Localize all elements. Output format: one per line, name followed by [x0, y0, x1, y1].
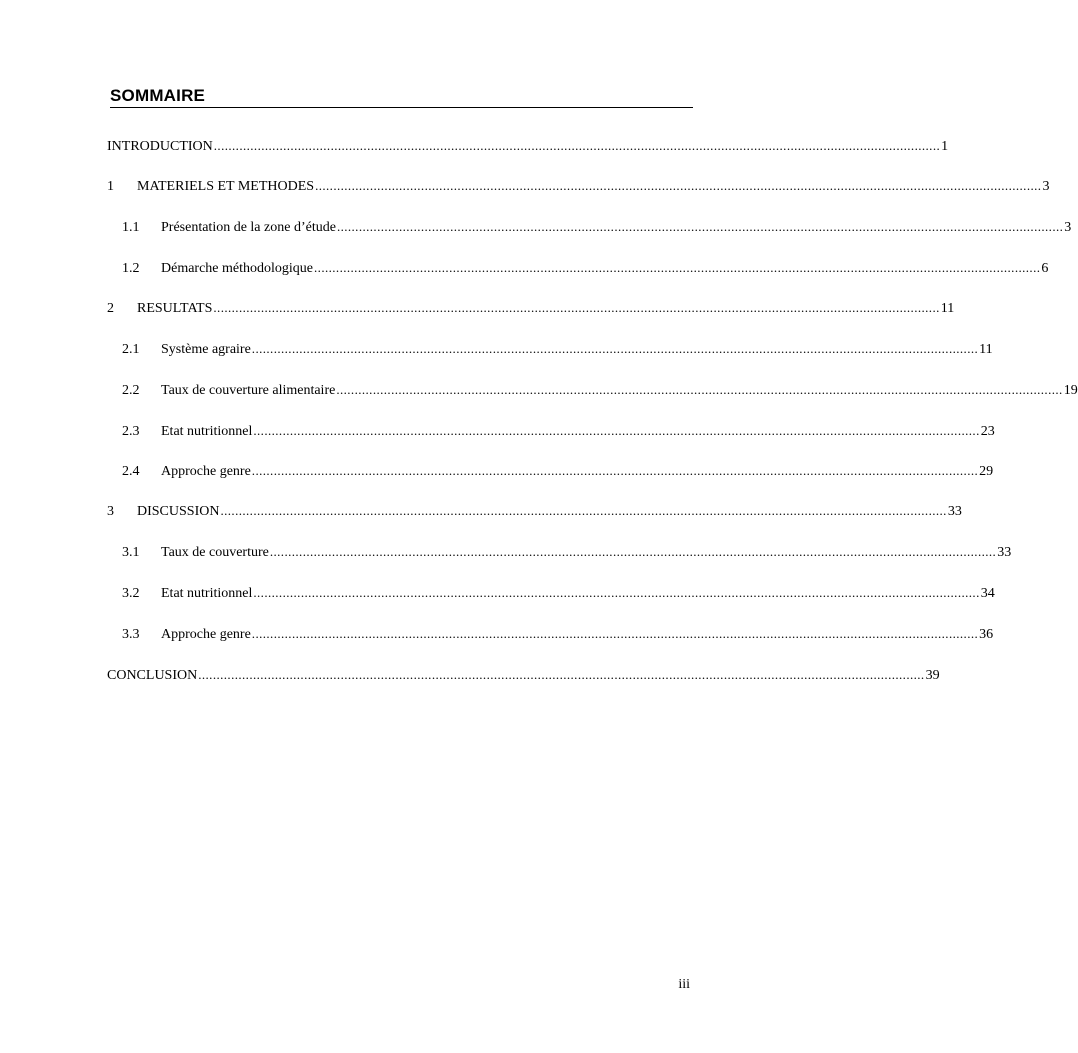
- toc-entry-page: 3: [1064, 220, 1072, 235]
- dot-leader: .......................................................................................................................................................................................................: [213, 138, 941, 153]
- toc-entry-title: Taux de couverture: [161, 545, 269, 560]
- toc-entry-title: DISCUSSION: [137, 504, 220, 519]
- toc-entry-page: 33: [997, 545, 1012, 560]
- toc-entry-page: 36: [979, 627, 994, 642]
- toc-entry-page: 33: [947, 504, 962, 519]
- toc-entry-approche-genre[interactable]: [122, 461, 994, 481]
- toc-entry-title: Etat nutritionnel: [161, 586, 253, 601]
- toc-entry-title: Système agraire: [161, 342, 251, 357]
- dot-leader: .......................................................................................................................................................................................................: [213, 300, 940, 315]
- toc-entry-materiels-et-methodes[interactable]: [107, 176, 1050, 196]
- toc-entry-conclusion[interactable]: [107, 665, 940, 685]
- toc-entry-title: Présentation de la zone d’étude: [161, 220, 336, 235]
- dot-leader: .......................................................................................................................................................................................................: [336, 382, 1063, 397]
- toc-entry-discussion[interactable]: [107, 501, 962, 521]
- toc-entry-number: 3.1: [122, 545, 140, 560]
- toc-entry-title: MATERIELS ET METHODES: [137, 179, 315, 194]
- toc-entry-number: 3: [107, 504, 114, 519]
- dot-leader: .......................................................................................................................................................................................................: [269, 544, 997, 559]
- toc-entry-page: 1: [941, 139, 949, 154]
- toc-entry-page: 29: [979, 464, 994, 479]
- dot-leader: .......................................................................................................................................................................................................: [336, 219, 1064, 234]
- toc-entry-etat-nutritionnel[interactable]: [122, 421, 995, 441]
- page-number: iii: [678, 977, 690, 992]
- toc-entry-systeme-agraire[interactable]: [122, 339, 993, 359]
- toc-entry-taux-couverture[interactable]: [122, 542, 1012, 562]
- toc-entry-taux-couverture-alimentaire[interactable]: [122, 380, 1078, 400]
- dot-leader: .......................................................................................................................................................................................................: [253, 585, 980, 600]
- toc-entry-page: 11: [940, 301, 955, 316]
- toc-entry-presentation-zone[interactable]: [122, 217, 1072, 237]
- toc-entry-number: 1: [107, 179, 114, 194]
- toc-entry-approche-genre-discussion[interactable]: [122, 624, 994, 644]
- toc-entry-page: 6: [1041, 261, 1049, 276]
- toc-entry-resultats[interactable]: [107, 298, 955, 318]
- toc-entry-title: Démarche méthodologique: [161, 261, 314, 276]
- toc-entry-page: 23: [980, 424, 995, 439]
- toc-entry-introduction[interactable]: [107, 136, 949, 156]
- toc-entry-number: 1.1: [122, 220, 140, 235]
- toc-entry-title: Etat nutritionnel: [161, 424, 253, 439]
- toc-entry-title: Taux de couverture alimentaire: [161, 383, 336, 398]
- toc-entry-title: INTRODUCTION: [107, 139, 213, 154]
- toc-entry-demarche[interactable]: [122, 258, 1049, 278]
- toc-entry-title: RESULTATS: [137, 301, 213, 316]
- toc-entry-page: 11: [979, 342, 993, 357]
- toc-entry-number: 2.1: [122, 342, 140, 357]
- toc-entry-number: 2: [107, 301, 114, 316]
- toc-entry-title: CONCLUSION: [107, 668, 198, 683]
- toc-entry-number: 2.3: [122, 424, 140, 439]
- toc-entry-title: Approche genre: [161, 464, 251, 479]
- dot-leader: .......................................................................................................................................................................................................: [251, 463, 979, 478]
- toc-entry-page: 3: [1042, 179, 1050, 194]
- dot-leader: .......................................................................................................................................................................................................: [253, 423, 980, 438]
- dot-leader: .......................................................................................................................................................................................................: [198, 667, 925, 682]
- dot-leader: .......................................................................................................................................................................................................: [315, 178, 1042, 193]
- toc-entry-number: 1.2: [122, 261, 140, 276]
- toc-entry-page: 39: [925, 668, 940, 683]
- toc-entry-number: 2.4: [122, 464, 140, 479]
- dot-leader: .......................................................................................................................................................................................................: [314, 260, 1041, 275]
- dot-leader: .......................................................................................................................................................................................................: [251, 626, 979, 641]
- toc-heading: SOMMAIRE: [110, 86, 206, 105]
- toc-entry-number: 3.2: [122, 586, 140, 601]
- toc-entry-number: 2.2: [122, 383, 140, 398]
- dot-leader: .......................................................................................................................................................................................................: [251, 341, 979, 356]
- toc-entry-title: Approche genre: [161, 627, 251, 642]
- toc-entry-number: 3.3: [122, 627, 140, 642]
- toc-entry-etat-nutritionnel-discussion[interactable]: [122, 583, 995, 603]
- dot-leader: .......................................................................................................................................................................................................: [220, 503, 947, 518]
- toc-entry-page: 34: [980, 586, 995, 601]
- toc-entry-page: 19: [1063, 383, 1078, 398]
